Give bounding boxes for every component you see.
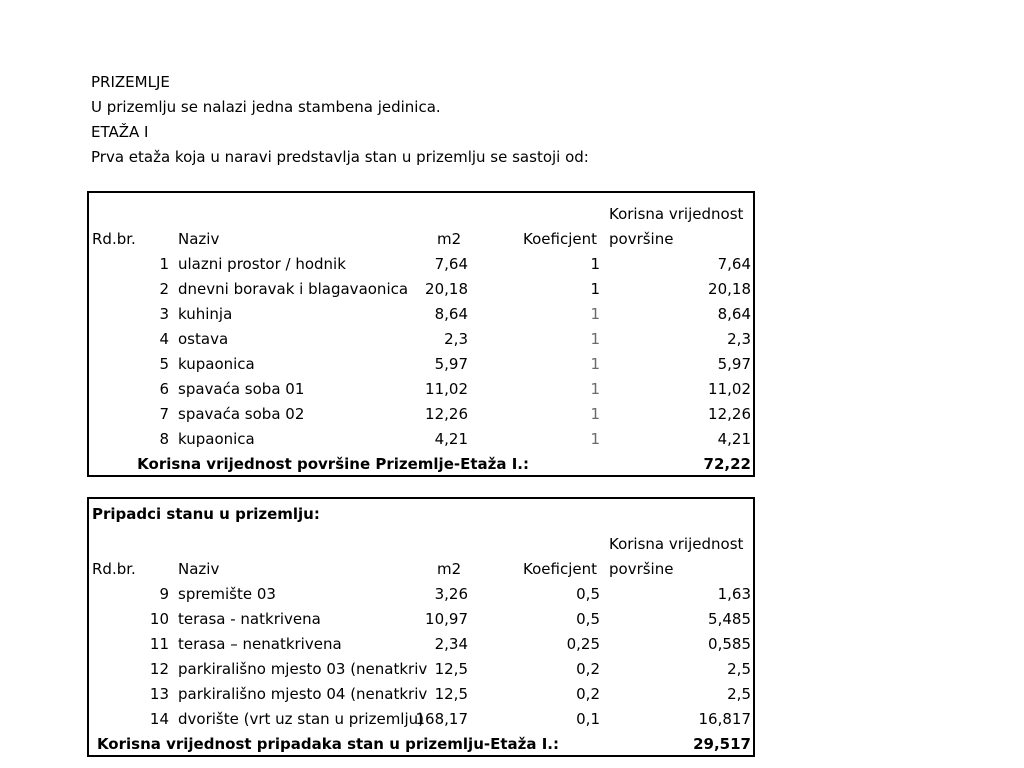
table-total-row (89, 452, 753, 477)
row-kv: 7,64 (717, 255, 751, 273)
header-m2: m2 (437, 560, 462, 578)
row-number: 4 (159, 330, 169, 348)
table-row (89, 427, 753, 452)
table-header-row (89, 227, 753, 252)
row-m2: 12,5 (434, 660, 468, 678)
row-kv: 1,63 (717, 585, 751, 603)
row-koef: 0,5 (576, 585, 600, 603)
header-naziv: Naziv (178, 230, 220, 248)
row-kv: 2,5 (727, 685, 751, 703)
row-number: 9 (159, 585, 169, 603)
table-row (89, 607, 753, 632)
table-row (89, 682, 753, 707)
row-number: 6 (159, 380, 169, 398)
row-koef: 0,2 (576, 685, 600, 703)
header-korisna-line2: površine (609, 230, 674, 248)
row-naziv: spavaća soba 02 (178, 405, 305, 423)
header-rd-br: Rd.br. (92, 230, 136, 248)
row-naziv: spremište 03 (178, 585, 276, 603)
table-total-row (89, 732, 753, 757)
row-number: 13 (149, 685, 169, 703)
header-korisna-line1: Korisna vrijednost (609, 205, 744, 223)
table-row (89, 327, 753, 352)
row-koef: 0,2 (576, 660, 600, 678)
intro-etaza-description: Prva etaža koja u naravi predstavlja stan u prizemlju se sastoji od: (91, 148, 589, 166)
row-number: 3 (159, 305, 169, 323)
intro-text (91, 70, 589, 170)
table-header-row-top (89, 532, 753, 557)
row-koef: 0,1 (576, 710, 600, 728)
row-naziv: parkirališno mjesto 03 (nenatkriv (178, 660, 428, 678)
table-row (89, 657, 753, 682)
total-label: Korisna vrijednost pripadaka stan u prizemlju-Etaža I.: (96, 735, 559, 753)
header-rd-br: Rd.br. (92, 560, 136, 578)
row-m2: 2,3 (444, 330, 468, 348)
row-kv: 16,817 (698, 710, 751, 728)
row-m2: 10,97 (425, 610, 468, 628)
row-koef: 1 (590, 405, 600, 423)
row-number: 11 (149, 635, 169, 653)
row-m2: 12,26 (425, 405, 468, 423)
header-m2: m2 (437, 230, 462, 248)
row-m2: 168,17 (415, 710, 468, 728)
table-row (89, 582, 753, 607)
total-value: 72,22 (703, 455, 751, 473)
row-naziv: terasa - natkrivena (178, 610, 321, 628)
table-header-row (89, 557, 753, 582)
table-header-row-top (89, 202, 753, 227)
table-row (89, 707, 753, 732)
section-title: Pripadci stanu u prizemlju: (92, 505, 320, 523)
row-koef: 1 (590, 355, 600, 373)
table-row (89, 302, 753, 327)
table-row (89, 352, 753, 377)
row-koef: 0,25 (566, 635, 600, 653)
row-kv: 2,3 (727, 330, 751, 348)
row-number: 7 (159, 405, 169, 423)
intro-heading-prizemlje: PRIZEMLJE (91, 73, 170, 91)
table-row (89, 377, 753, 402)
intro-description: U prizemlju se nalazi jedna stambena jedinica. (91, 98, 441, 116)
row-koef: 1 (590, 330, 600, 348)
row-number: 5 (159, 355, 169, 373)
row-naziv: parkirališno mjesto 04 (nenatkriv (178, 685, 428, 703)
header-koeficjent: Koeficjent (523, 560, 597, 578)
row-number: 10 (149, 610, 169, 628)
row-kv: 8,64 (717, 305, 751, 323)
row-kv: 11,02 (708, 380, 751, 398)
table-row (89, 402, 753, 427)
row-naziv: kuhinja (178, 305, 233, 323)
row-naziv: kupaonica (178, 430, 255, 448)
row-naziv: ulazni prostor / hodnik (178, 255, 346, 273)
row-kv: 2,5 (727, 660, 751, 678)
row-naziv: terasa – nenatkrivena (178, 635, 342, 653)
table-row (89, 277, 753, 302)
row-koef: 1 (590, 380, 600, 398)
table-row (89, 252, 753, 277)
row-number: 14 (149, 710, 169, 728)
row-kv: 5,97 (717, 355, 751, 373)
row-naziv: ostava (178, 330, 229, 348)
intro-heading-etaza: ETAŽA I (91, 123, 149, 141)
total-value: 29,517 (693, 735, 751, 753)
row-m2: 12,5 (434, 685, 468, 703)
row-number: 8 (159, 430, 169, 448)
header-korisna-line1: Korisna vrijednost (609, 535, 744, 553)
row-naziv: dnevni boravak i blagavaonica (178, 280, 409, 298)
table-title-row (89, 502, 753, 527)
row-m2: 7,64 (434, 255, 468, 273)
row-kv: 0,585 (708, 635, 751, 653)
row-m2: 3,26 (434, 585, 468, 603)
row-koef: 1 (590, 255, 600, 273)
header-korisna-line2: površine (609, 560, 674, 578)
row-m2: 8,64 (434, 305, 468, 323)
row-koef: 0,5 (576, 610, 600, 628)
header-naziv: Naziv (178, 560, 220, 578)
table-etaza-rooms (87, 191, 755, 477)
total-label: Korisna vrijednost površine Prizemlje-Etaža I.: (137, 455, 529, 473)
row-m2: 2,34 (434, 635, 468, 653)
row-naziv: kupaonica (178, 355, 255, 373)
row-koef: 1 (590, 305, 600, 323)
row-naziv: dvorište (vrt uz stan u prizemlju) (178, 710, 424, 728)
table-pripadci (87, 497, 755, 757)
row-m2: 5,97 (434, 355, 468, 373)
row-m2: 11,02 (425, 380, 468, 398)
row-number: 2 (159, 280, 169, 298)
row-number: 1 (159, 255, 169, 273)
row-m2: 20,18 (425, 280, 468, 298)
header-koeficjent: Koeficjent (523, 230, 597, 248)
row-kv: 20,18 (708, 280, 751, 298)
table-row (89, 632, 753, 657)
row-number: 12 (149, 660, 169, 678)
row-koef: 1 (590, 430, 600, 448)
row-m2: 4,21 (434, 430, 468, 448)
row-kv: 5,485 (708, 610, 751, 628)
row-naziv: spavaća soba 01 (178, 380, 305, 398)
row-kv: 12,26 (708, 405, 751, 423)
row-koef: 1 (590, 280, 600, 298)
row-kv: 4,21 (717, 430, 751, 448)
